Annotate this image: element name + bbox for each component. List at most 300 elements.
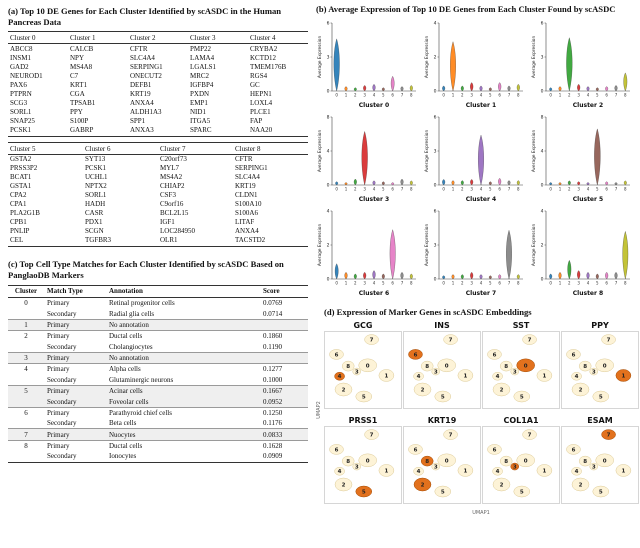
violin-cluster-2 — [568, 180, 571, 184]
cluster-id: 6 — [8, 407, 44, 418]
cluster-id: 3 — [8, 352, 44, 363]
violin-cluster-7 — [401, 272, 404, 279]
violin-subplot-cluster-8 — [530, 207, 634, 299]
svg-text:2: 2 — [354, 92, 357, 98]
svg-text:8: 8 — [517, 186, 520, 192]
cluster-number: 6 — [334, 447, 339, 454]
cluster-number: 3 — [433, 465, 438, 472]
gene-label: COL1A1 — [503, 416, 539, 426]
cluster-number: 1 — [463, 468, 468, 475]
svg-text:3: 3 — [577, 92, 580, 98]
gene-label: PPY — [591, 321, 609, 331]
svg-text:5: 5 — [382, 280, 385, 286]
svg-text:6: 6 — [498, 92, 501, 98]
match-row — [8, 352, 308, 363]
svg-text:4: 4 — [540, 209, 544, 215]
violin-cluster-8 — [517, 274, 520, 279]
cluster-id — [8, 451, 44, 462]
gene-cell: LOXL4 — [250, 98, 273, 107]
svg-text:2: 2 — [354, 186, 357, 192]
umap-scatter — [324, 331, 402, 409]
svg-text:7: 7 — [400, 92, 404, 98]
left-column — [8, 4, 308, 463]
cluster-number: 3 — [512, 465, 517, 472]
cluster-number: 0 — [523, 363, 528, 370]
match-type: Secondary — [44, 396, 106, 407]
gene-cell: ANXA4 — [130, 98, 154, 107]
svg-text:0: 0 — [540, 183, 544, 189]
violin-cluster-3 — [470, 272, 473, 279]
svg-text:1: 1 — [558, 92, 562, 98]
svg-text:3: 3 — [363, 280, 366, 286]
svg-text:5: 5 — [489, 186, 492, 192]
match-type: Secondary — [47, 342, 77, 351]
gene-cell: DEFB1 — [130, 80, 152, 89]
annotation: Foveolar cells — [106, 396, 260, 407]
gene-cell: GAD2 — [10, 62, 29, 71]
svg-text:3: 3 — [577, 186, 580, 192]
svg-text:0: 0 — [442, 280, 445, 286]
cluster-number: 2 — [420, 482, 425, 489]
gene-cell: SPP1 — [130, 116, 146, 125]
gene-cell: LITAF — [235, 218, 255, 227]
svg-text:2: 2 — [461, 186, 464, 192]
cluster-header: Cluster 1 — [68, 32, 128, 44]
svg-text:5: 5 — [382, 92, 385, 98]
svg-text:3: 3 — [470, 186, 473, 192]
svg-text:4: 4 — [479, 186, 483, 192]
de-genes-table-clusters-5-8 — [8, 142, 308, 248]
umap-scatter — [482, 426, 560, 504]
cluster-number: 2 — [578, 482, 583, 489]
violin-cluster-7 — [401, 86, 404, 91]
y-axis-label: Average Expression — [318, 35, 323, 78]
cluster-number: 0 — [365, 458, 370, 465]
de-genes-table-clusters-0-4 — [8, 31, 308, 137]
svg-text:4: 4 — [586, 280, 590, 286]
umap-panel-GCG — [324, 321, 402, 414]
gene-cell: GC — [250, 80, 260, 89]
svg-text:1: 1 — [558, 280, 562, 286]
gene-cell: CGA — [70, 89, 85, 98]
score — [260, 352, 308, 363]
cluster-number: 2 — [499, 387, 504, 394]
gene-cell: CEL — [8, 236, 83, 247]
gene-cell: NPY — [70, 53, 85, 62]
gene-cell: RGS4 — [250, 71, 268, 80]
match-row — [8, 429, 308, 440]
cluster-number: 6 — [492, 352, 497, 359]
violin-cluster-1 — [345, 272, 348, 279]
cluster-id: 2 — [8, 331, 44, 342]
y-axis-label: Average Expression — [318, 129, 323, 172]
svg-text:2: 2 — [326, 243, 330, 249]
gene-cell: NID1 — [190, 107, 206, 116]
violin-cluster-6 — [498, 274, 501, 279]
violin-cluster-8 — [410, 85, 413, 91]
match-row — [8, 364, 308, 375]
cluster-number: 6 — [492, 447, 497, 454]
gene-cell: LAMA4 — [190, 53, 215, 62]
violin-cluster-3 — [577, 270, 580, 279]
panel-c-tag: (c) — [8, 259, 18, 270]
svg-text:4: 4 — [586, 92, 590, 98]
subplot-title: Cluster 5 — [572, 195, 604, 203]
gene-cell: SORL1 — [10, 107, 32, 116]
svg-text:0: 0 — [433, 277, 437, 283]
annotation: Ductal cells — [106, 440, 260, 451]
cluster-number: 7 — [606, 433, 611, 440]
table-row — [8, 107, 308, 116]
cluster-number: 7 — [527, 338, 532, 345]
cluster-header: Cluster 5 — [8, 142, 83, 154]
cluster-id: 7 — [8, 429, 44, 440]
gene-cell: PDX1 — [85, 218, 103, 227]
panel-c — [8, 259, 308, 462]
svg-text:5: 5 — [596, 92, 599, 98]
cluster-id: 0 — [24, 299, 28, 308]
svg-text:4: 4 — [326, 149, 330, 155]
cluster-number: 0 — [444, 363, 449, 370]
violin-cluster-7 — [506, 230, 511, 279]
svg-text:0: 0 — [326, 89, 330, 95]
cluster-number: 4 — [337, 374, 342, 381]
cluster-header: Cluster 7 — [158, 142, 233, 154]
svg-text:0: 0 — [335, 92, 338, 98]
violin-cluster-7 — [615, 85, 618, 91]
cluster-number: 8 — [504, 364, 509, 371]
cluster-number: 5 — [361, 394, 366, 401]
cluster-number: 3 — [433, 370, 438, 377]
svg-text:8: 8 — [624, 92, 627, 98]
violin-cluster-5 — [596, 274, 599, 279]
cluster-id — [8, 308, 44, 319]
cluster-number: 3 — [591, 465, 596, 472]
table-row — [8, 89, 308, 98]
violin-cluster-2 — [354, 274, 357, 279]
svg-text:1: 1 — [451, 186, 455, 192]
gene-cell: PLA2G1B — [10, 209, 40, 218]
annotation: Parathyroid chief cells — [106, 407, 260, 418]
gene-cell: IGFBP4 — [190, 80, 214, 89]
match-type: Primary — [47, 299, 70, 308]
gene-cell: NAA20 — [248, 125, 308, 136]
gene-cell: GABRP — [68, 125, 128, 136]
violin-cluster-1 — [559, 182, 561, 185]
match-row — [8, 451, 308, 462]
table-row — [8, 125, 308, 136]
svg-text:0: 0 — [549, 186, 552, 192]
violin-cluster-5 — [489, 181, 491, 184]
gene-cell: BCL2L15 — [160, 209, 189, 218]
violin-cluster-2 — [566, 37, 572, 90]
score: 0.1667 — [260, 385, 308, 396]
gene-cell: PAX6 — [10, 80, 27, 89]
violin-cluster-8 — [624, 180, 627, 184]
cluster-number: 0 — [523, 458, 528, 465]
svg-text:0: 0 — [433, 183, 437, 189]
svg-text:5: 5 — [489, 280, 492, 286]
annotation: Radial glia cells — [109, 309, 155, 318]
umap-scatter — [403, 331, 481, 409]
match-row — [8, 375, 308, 386]
gene-cell: ABCC8 — [10, 44, 33, 53]
cluster-header: Cluster 0 — [8, 32, 68, 44]
annotation: Beta cells — [109, 419, 137, 428]
cluster-number: 4 — [416, 374, 421, 381]
svg-text:6: 6 — [326, 21, 330, 27]
svg-text:3: 3 — [326, 55, 330, 61]
violin-cluster-7 — [401, 179, 404, 185]
umap-panel-ESAM — [561, 416, 639, 509]
violin-cluster-4 — [373, 180, 376, 184]
score: 0.0769 — [263, 299, 283, 308]
cluster-id — [8, 418, 44, 429]
genes-table — [8, 142, 308, 248]
gene-cell: PLCE1 — [250, 107, 271, 116]
table-row — [8, 209, 308, 218]
svg-text:3: 3 — [540, 55, 544, 61]
cluster-number: 4 — [574, 374, 579, 381]
violin-cluster-5 — [382, 274, 385, 279]
gene-cell: OLR1 — [158, 236, 233, 247]
match-row — [8, 341, 308, 352]
match-row — [8, 385, 308, 396]
svg-text:8: 8 — [540, 115, 544, 121]
cluster-number: 0 — [602, 363, 607, 370]
gene-cell: ANXA3 — [128, 125, 188, 136]
svg-text:6: 6 — [605, 280, 608, 286]
violin-cluster-8 — [623, 231, 628, 279]
subplot-title: Cluster 4 — [465, 195, 497, 203]
svg-text:5: 5 — [382, 186, 385, 192]
svg-text:6: 6 — [498, 280, 501, 286]
violin-cluster-0 — [442, 179, 445, 185]
umap-scatter — [561, 331, 639, 409]
violin-cluster-8 — [517, 84, 520, 91]
violin-cluster-7 — [508, 180, 511, 185]
cluster-number: 7 — [606, 338, 611, 345]
table-row — [8, 53, 308, 62]
y-axis-label: Average Expression — [425, 223, 430, 266]
gene-cell: KCTD12 — [250, 53, 277, 62]
violin-cluster-2 — [461, 86, 464, 91]
umap-panel-SST — [482, 321, 560, 414]
subplot-title: Cluster 3 — [358, 195, 390, 203]
y-axis-label: Average Expression — [532, 35, 537, 78]
violin-plot-grid — [316, 19, 638, 299]
gene-cell: CSF3 — [160, 191, 176, 200]
cluster-number: 5 — [519, 489, 524, 496]
gene-cell: KRT1 — [70, 80, 88, 89]
gene-cell: CRYBA2 — [250, 44, 278, 53]
cluster-number: 4 — [416, 469, 421, 476]
gene-cell: INSM1 — [10, 53, 32, 62]
umap-scatter — [324, 426, 402, 504]
violin-subplot-cluster-0 — [316, 19, 420, 111]
table-row — [8, 236, 308, 247]
violin-cluster-6 — [605, 181, 607, 184]
violin-cluster-8 — [410, 274, 413, 279]
violin-cluster-1 — [559, 272, 562, 279]
annotation: Nuocytes — [106, 429, 260, 440]
svg-text:6: 6 — [391, 280, 394, 286]
violin-cluster-8 — [410, 180, 413, 184]
match-table-header: Cluster — [8, 285, 44, 297]
score: 0.1277 — [260, 364, 308, 375]
violin-cluster-4 — [480, 274, 483, 279]
svg-text:4: 4 — [540, 149, 544, 155]
cluster-number: 0 — [444, 458, 449, 465]
svg-text:2: 2 — [461, 280, 464, 286]
violin-subplot-cluster-3 — [316, 113, 420, 205]
svg-text:0: 0 — [335, 280, 338, 286]
cluster-number: 8 — [346, 459, 351, 466]
svg-text:1: 1 — [451, 92, 455, 98]
svg-text:0: 0 — [326, 277, 330, 283]
gene-cell: S100A6 — [235, 209, 258, 218]
cluster-number: 8 — [425, 459, 430, 466]
svg-text:4: 4 — [372, 186, 376, 192]
gene-cell: LOC284950 — [160, 227, 195, 236]
gene-cell: ITGA5 — [190, 116, 211, 125]
violin-cluster-4 — [480, 86, 483, 91]
violin-cluster-1 — [452, 180, 455, 185]
cluster-number: 4 — [495, 374, 500, 381]
svg-text:0: 0 — [442, 92, 445, 98]
cluster-id: 8 — [8, 440, 44, 451]
gene-cell: ONECUT2 — [130, 71, 162, 80]
cluster-number: 3 — [354, 370, 359, 377]
gene-cell: TMEM176B — [250, 62, 287, 71]
match-table-header: Score — [260, 285, 308, 297]
match-row — [8, 331, 308, 342]
panel-d-title: (d) Expression of Marker Genes in scASDC Embeddings — [324, 306, 532, 317]
cluster-header: Cluster 2 — [128, 32, 188, 44]
svg-text:0: 0 — [433, 89, 437, 95]
cluster-number: 5 — [598, 394, 603, 401]
annotation: Acinar cells — [106, 385, 260, 396]
svg-text:6: 6 — [433, 115, 437, 121]
subplot-title: Cluster 0 — [358, 101, 390, 109]
violin-cluster-5 — [596, 87, 598, 90]
score — [260, 319, 308, 330]
table-row — [8, 116, 308, 125]
gene-cell: PNLIP — [10, 227, 30, 236]
match-type: Primary — [44, 352, 106, 363]
svg-text:4: 4 — [586, 186, 590, 192]
annotation: Cholangiocytes — [109, 342, 153, 351]
cluster-number: 1 — [384, 373, 389, 380]
cluster-number: 2 — [341, 482, 346, 489]
violin-cluster-4 — [373, 84, 376, 91]
match-row — [8, 319, 308, 330]
cluster-number: 1 — [384, 468, 389, 475]
gene-cell: UCHL1 — [85, 173, 108, 182]
gene-cell: C7 — [70, 71, 79, 80]
gene-cell: IGF1 — [160, 218, 175, 227]
violin-cluster-6 — [391, 76, 394, 91]
table-row — [8, 154, 308, 164]
svg-text:8: 8 — [624, 186, 627, 192]
svg-text:6: 6 — [540, 21, 544, 27]
cluster-number: 5 — [440, 489, 445, 496]
umap-scatter — [561, 426, 639, 504]
violin-cluster-1 — [345, 86, 348, 91]
violin-cluster-3 — [363, 272, 366, 279]
gene-cell: EMP1 — [190, 98, 208, 107]
match-table-header: Match Type — [44, 285, 106, 297]
y-axis-label: Average Expression — [532, 223, 537, 266]
violin-cluster-0 — [549, 182, 551, 185]
table-row — [8, 218, 308, 227]
svg-text:4: 4 — [372, 280, 376, 286]
svg-text:8: 8 — [326, 115, 330, 121]
gene-cell: SYT13 — [85, 155, 106, 164]
cluster-number: 2 — [578, 387, 583, 394]
table-row — [8, 98, 308, 107]
match-type: Secondary — [47, 309, 77, 318]
gene-cell: PCSK1 — [8, 125, 68, 136]
cluster-number: 6 — [413, 352, 418, 359]
cell-type-match-table — [8, 285, 308, 463]
gene-cell: SCGN — [85, 227, 104, 236]
umap-panel-COL1A1 — [482, 416, 560, 509]
table-row — [8, 44, 308, 54]
gene-cell: CFTR — [130, 44, 148, 53]
cluster-header: Cluster 8 — [233, 142, 308, 154]
cluster-id — [8, 341, 44, 352]
cluster-number: 5 — [598, 489, 603, 496]
gene-cell: SERPING1 — [130, 62, 163, 71]
svg-text:8: 8 — [624, 280, 627, 286]
cluster-number: 3 — [354, 465, 359, 472]
table-row — [8, 71, 308, 80]
svg-text:3: 3 — [470, 92, 473, 98]
cluster-number: 7 — [448, 433, 453, 440]
cluster-number: 7 — [369, 433, 374, 440]
score: 0.1000 — [263, 375, 283, 384]
violin-cluster-5 — [489, 87, 491, 90]
cluster-number: 2 — [499, 482, 504, 489]
cluster-header: Cluster 6 — [83, 142, 158, 154]
gene-cell: HADH — [85, 200, 106, 209]
gene-cell: PTPRN — [10, 89, 32, 98]
svg-text:5: 5 — [596, 280, 599, 286]
violin-cluster-0 — [334, 39, 340, 91]
match-type: Primary — [44, 407, 106, 418]
svg-text:2: 2 — [461, 92, 464, 98]
table-row — [8, 200, 308, 209]
annotation: Ductal cells — [106, 331, 260, 342]
violin-cluster-1 — [345, 182, 347, 185]
svg-text:8: 8 — [517, 280, 520, 286]
annotation: Retinal progenitor cells — [109, 299, 175, 308]
violin-cluster-2 — [461, 180, 464, 185]
annotation: No annotation — [106, 352, 260, 363]
svg-text:7: 7 — [614, 92, 618, 98]
gene-cell: PPY — [70, 107, 83, 116]
violin-cluster-6 — [605, 272, 608, 279]
violin-cluster-1 — [559, 86, 562, 91]
violin-subplot-cluster-5 — [530, 113, 634, 205]
svg-text:4: 4 — [479, 92, 483, 98]
score: 0.1190 — [263, 342, 282, 351]
gene-cell: SCG3 — [10, 98, 28, 107]
svg-text:6: 6 — [391, 92, 394, 98]
gene-label: PRSS1 — [348, 416, 378, 426]
svg-text:8: 8 — [410, 92, 413, 98]
